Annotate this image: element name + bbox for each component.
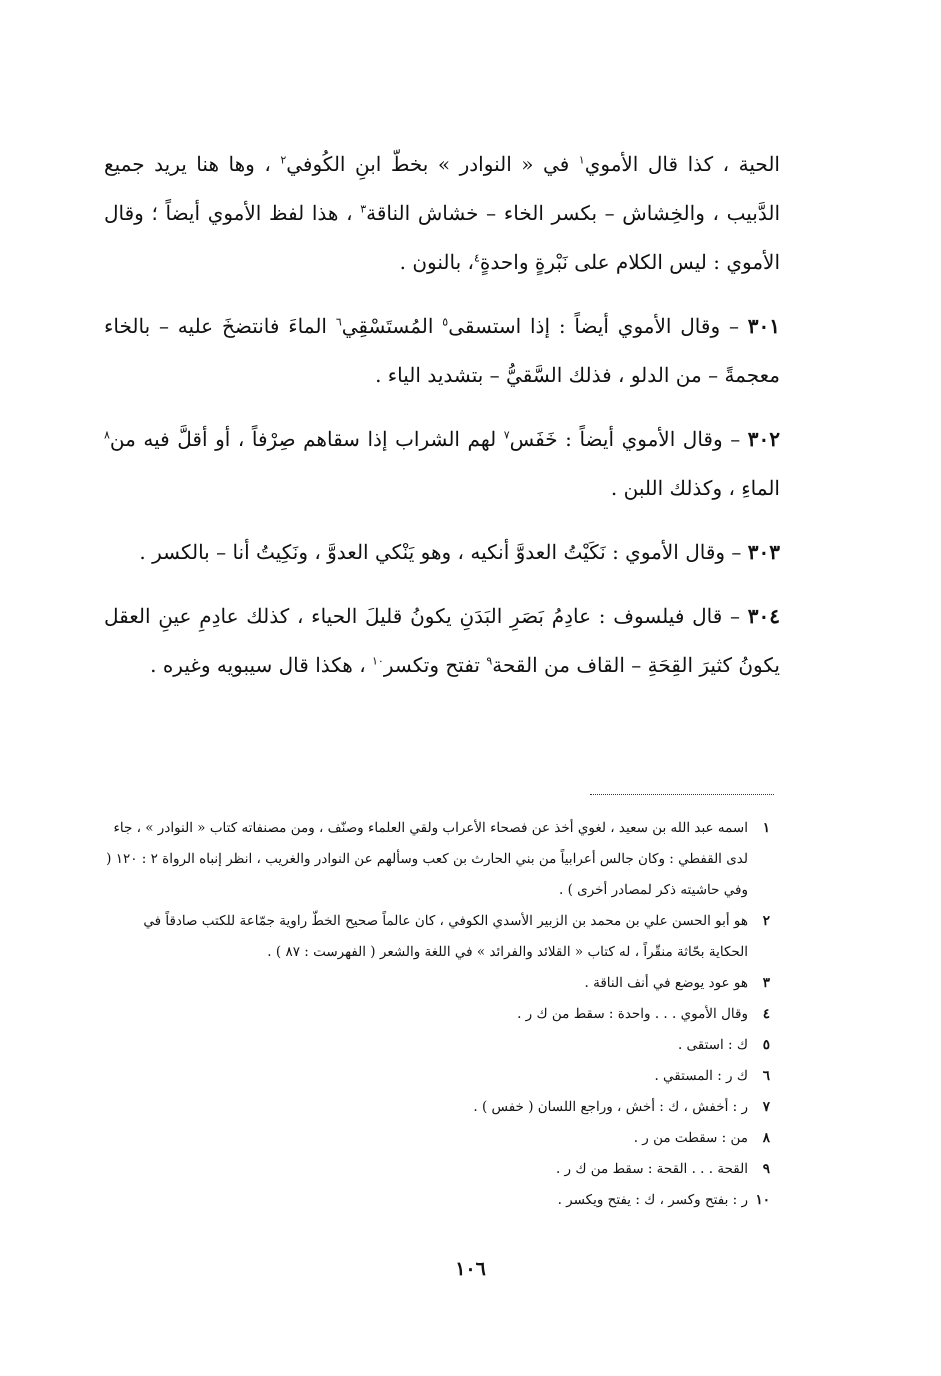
- footnote-ref: ٤: [474, 251, 480, 265]
- footnote-separator: [590, 794, 774, 795]
- footnote-ref: ١: [578, 153, 585, 167]
- paragraph-number: ٣٠٢: [747, 427, 780, 451]
- footnote-number: ١: [762, 820, 770, 836]
- footnote-text: هو عود يوضع في أنف الناقة .: [584, 975, 748, 991]
- footnote-text: القحة . . . القحة : سقط من ك ر .: [555, 1161, 748, 1177]
- footnote-text: ر : أخفش ، ك : أخش ، وراجع اللسان ( خفس ) .: [473, 1099, 748, 1115]
- paragraph-301: [104, 302, 780, 400]
- text-run: – وقال الأموي : نَكَيْتُ العدوَّ أنكيه ، وهو يَنْكي العدوَّ ، ونَكِيتُ أنا – بالكسر .: [139, 540, 748, 564]
- footnote-ref: ٢: [280, 153, 287, 167]
- footnotes: [104, 813, 770, 1216]
- footnote-text: ك : استقى .: [677, 1037, 748, 1053]
- footnote-item: [104, 1123, 770, 1154]
- footnote-number: ٦: [762, 1068, 770, 1084]
- footnote-number: ٩: [762, 1161, 770, 1177]
- footnote-item: [104, 1092, 770, 1123]
- footnote-text: وقال الأموي . . . واحدة : سقط من ك ر .: [517, 1006, 748, 1022]
- text-run: ، بالنون .: [399, 250, 474, 274]
- footnote-ref: ١٠: [372, 654, 384, 668]
- footnote-number: ١٠: [755, 1192, 770, 1208]
- page-number: ١٠٦: [455, 1258, 486, 1280]
- text-run: الحية ، كذا قال الأموي: [584, 152, 780, 176]
- text-run: الماءَ فانتضخَ عليه – بالخاء معجمةً – من الدلو ، فذلك السَّقيُّ – بتشديد الياء .: [104, 314, 780, 387]
- text-run: الماءِ ، وكذلك اللبن .: [610, 476, 780, 500]
- paragraph-continuation: [104, 140, 780, 287]
- paragraph-number: ٣٠٣: [747, 540, 780, 564]
- text-run: ، وها هنا يريد جميع الدَّبيب ، والخِشاش – بكسر الخاء – خشاش الناقة: [104, 152, 780, 225]
- footnote-ref: ٩: [486, 654, 493, 668]
- footnote-ref: ٥: [442, 315, 449, 329]
- text-run: ، هكذا قال سيبويه وغيره .: [150, 653, 373, 677]
- footnote-number: ٥: [762, 1037, 770, 1053]
- footnote-ref: ٨: [104, 428, 110, 442]
- footnote-text: هو أبو الحسن علي بن محمد بن الزبير الأسدي الكوفي ، كان عالماً صحيح الخطّ راوية جمّاعة للكتب صادقاً في الحكاية بحّاثة منقّراً ، له كتاب « القلائد والفرائد » في اللغة والشعر ( الفهرست : ٨٧ ) .: [143, 913, 748, 960]
- footnote-item: [104, 906, 770, 968]
- footnote-number: ٣: [762, 975, 770, 991]
- footnote-number: ٤: [762, 1006, 770, 1022]
- text-run: لهم الشراب إذا سقاهم صِرْفاً ، أو أقلَّ فيه من: [109, 427, 504, 451]
- footnote-text: ر : بفتح وكسر ، ك : يفتح ويكسر .: [557, 1192, 748, 1208]
- footnote-item: [104, 813, 770, 906]
- footnote-item: [104, 1154, 770, 1185]
- paragraph-number: ٣٠٤: [747, 604, 780, 628]
- footnote-text: من : سقطت من ر .: [633, 1130, 748, 1146]
- text-run: في « النوادر » بخطّ ابنِ الكُوفي: [286, 152, 579, 176]
- footnote-ref: ٣: [360, 202, 367, 216]
- text-run: المُستَسْقِي: [341, 314, 443, 338]
- footnote-number: ٢: [762, 913, 770, 929]
- footnote-ref: ٦: [335, 315, 342, 329]
- footnote-ref: ٧: [503, 428, 510, 442]
- footnote-item: [104, 968, 770, 999]
- text-run: ، هذا لفظ الأموي أيضاً ؛ وقال الأموي : ليس الكلام على نَبْرةٍ واحدةٍ: [104, 201, 780, 274]
- footnote-item: [104, 1185, 770, 1216]
- footnote-item: [104, 1030, 770, 1061]
- text-run: – وقال الأموي أيضاً : إذا استسقى: [448, 314, 748, 338]
- footnote-item: [104, 1061, 770, 1092]
- paragraph-304: [104, 592, 780, 690]
- main-text: [104, 140, 780, 705]
- paragraph-number: ٣٠١: [747, 314, 780, 338]
- text-run: – قال فيلسوف : عادِمُ بَصَرِ البَدَنِ يكونُ قليلَ الحياء ، كذلك عادِمِ عينِ العقل يكونُ كثيرَ القِحَةِ – القاف من القحة: [104, 604, 780, 677]
- footnote-item: [104, 999, 770, 1030]
- footnote-text: ك ر : المستقي .: [654, 1068, 748, 1084]
- text-run: تفتح وتكسر: [383, 653, 487, 677]
- footnote-number: ٧: [762, 1099, 770, 1115]
- text-run: – وقال الأموي أيضاً : خَفَس: [509, 427, 748, 451]
- footnote-text: اسمه عبد الله بن سعيد ، لغوي أخذ عن فصحاء الأعراب ولقي العلماء وصنّف ، ومن مصنفاته كتاب « النوادر » ، جاء لدى القفطي : وكان جالس أعرابياً من بني الحارث بن كعب وسألهم عن النوادر والغريب ، انظر إنباه الرواة ٢ : ١٢٠ ( وفي حاشيته ذكر لمصادر أخرى ) .: [106, 820, 748, 898]
- footnote-number: ٨: [762, 1130, 770, 1146]
- paragraph-302: [104, 415, 780, 513]
- paragraph-303: [104, 528, 780, 577]
